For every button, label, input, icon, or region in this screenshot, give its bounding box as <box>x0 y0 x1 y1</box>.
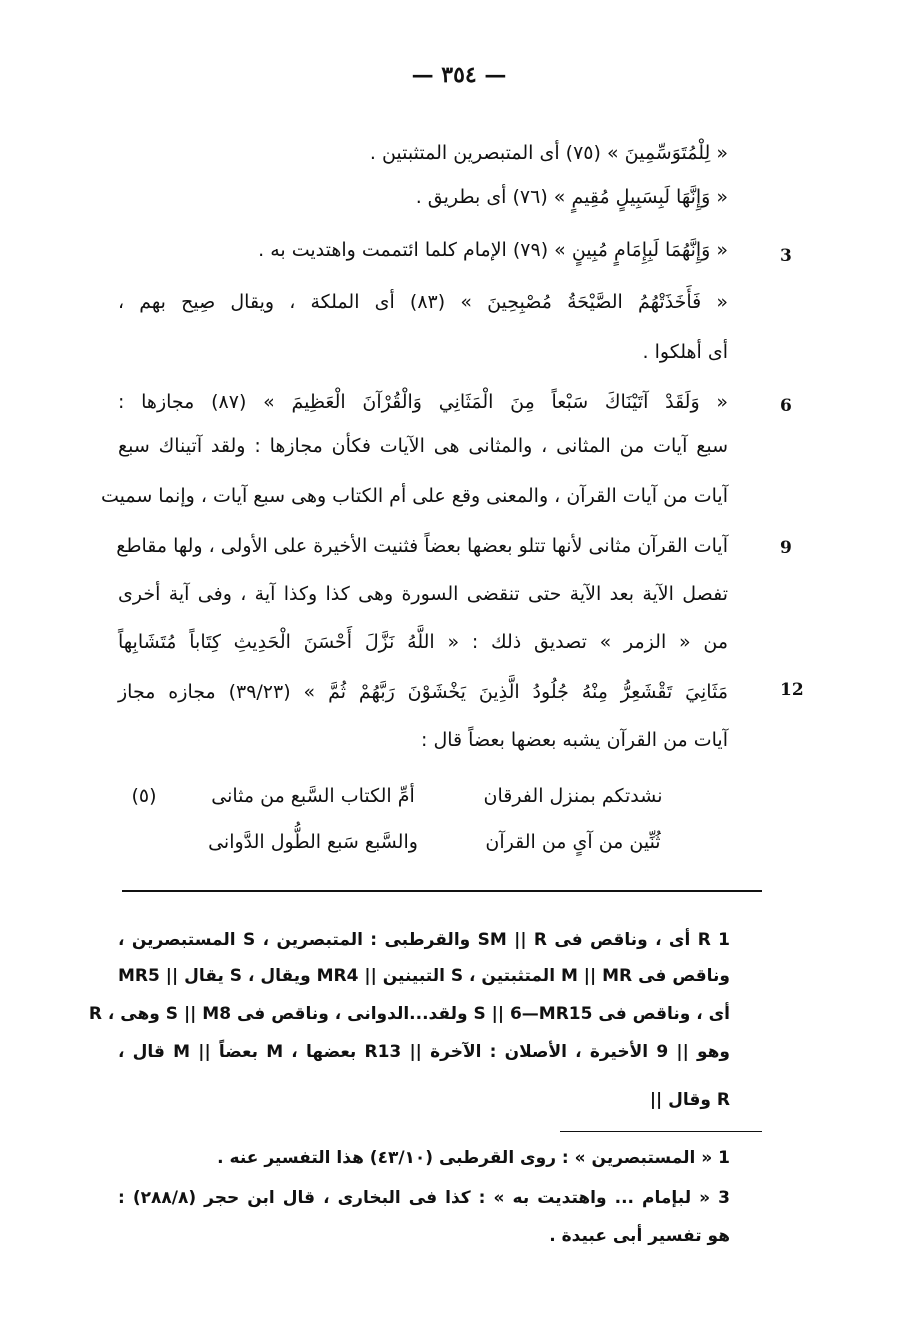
separator-rule <box>560 1131 762 1132</box>
line-number: 12 <box>780 680 804 700</box>
verse-hemistich: ثُنِّين من آىٍ من القرآن <box>485 831 661 853</box>
note-line: 1 « المستبصرين » : روى القرطبى (٤٣/١٠) هذا التفسير عنه . <box>217 1148 730 1168</box>
note-line: هو تفسير أبى عبيدة . <box>549 1226 730 1246</box>
text-line: آيات القرآن مثانى لأنها تتلو بعضها بعضاً فثنيت الأخيرة على الأولى ، ولها مقاطع <box>116 535 728 557</box>
text-line: تفصل الآية بعد الآية حتى تنقضى السورة وهى كذا وكذا آية ، وفى آية أخرى <box>118 583 728 605</box>
text-line: « وَإِنَّهُمَا لَبِإِمَامٍ مُبِينٍ » (٧٩) الإمام كلما ائتممت واهتديت به . <box>258 239 728 261</box>
text-line: أى أهلكوا . <box>642 341 728 363</box>
text-line: « وَإِنَّهَا لَبِسَبِيلٍ مُقِيمٍ » (٧٦) أى بطريق . <box>415 186 728 208</box>
apparatus-line: وهو || 9 الأخيرة ، الأصلان : الآخرة || R13 بعضها ، M بعضاً || M قال ، <box>118 1042 730 1062</box>
verse-hemistich: نشدتكم بمنزل الفرقان <box>483 785 663 807</box>
apparatus-line: 1 R أى ، وناقص فى SM || R والقرطبى : المتبصرين ، S المستبصرين ، <box>118 930 730 950</box>
page-number: — ٣٥٤ — <box>411 62 507 88</box>
verse-hemistich: والسَّبع سَبع الطُّول الدَّوانى <box>208 831 418 853</box>
text-line: مَثَانِيَ تَقْشَعِرُّ مِنْهُ جُلُودُ الَّذِينَ يَخْشَوْنَ رَبَّهُمْ ثُمَّ » (٣٩/٢٣) مجازه مجاز <box>118 681 728 703</box>
line-number: 6 <box>780 396 792 416</box>
text-line: سبع آيات من المثانى ، والمثانى هى الآيات فكأن مجازها : ولقد آتيناك سبع <box>118 435 728 457</box>
verse-number: (٥) <box>131 785 157 807</box>
note-line: 3 « لبإمام ... واهتديت به » : كذا فى البخارى ، قال ابن حجر (٢٨٨/٨) : <box>118 1188 730 1208</box>
apparatus-line: وناقص فى M || MR المتثبتين ، S التبينين || MR4 ويقال ، S يقال || MR5 <box>118 966 730 986</box>
text-line: « فَأَخَذَتْهُمُ الصَّيْحَةُ مُصْبِحِينَ » (٨٣) أى الملكة ، ويقال صِيح بهم ، <box>118 291 728 313</box>
text-line: آيات من آيات القرآن ، والمعنى وقع على أم الكتاب وهى سبع آيات ، وإنما سميت <box>100 485 728 507</box>
apparatus-line: R وقال || <box>649 1090 730 1110</box>
line-number: 9 <box>780 538 792 558</box>
apparatus-line: أى ، وناقص فى S || 6—MR15 ولقد...الدوانى ، وناقص فى S || M8 وهى ، R <box>88 1004 730 1024</box>
line-number: 3 <box>780 246 792 266</box>
verse-hemistich: أمِّ الكتاب السَّبع من مثانى <box>211 785 415 807</box>
text-line: « لِلْمُتَوَسِّمِينَ » (٧٥) أى المتبصرين المتثبتين . <box>369 142 728 164</box>
text-line: « وَلَقَدْ آتَيْنَاكَ سَبْعاً مِنَ الْمَثَانِي وَالْقُرْآنَ الْعَظِيمَ » (٨٧) مجازها : <box>118 391 729 413</box>
text-line: من « الزمر » تصديق ذلك : « اللَّهُ نَزَّلَ أَحْسَنَ الْحَدِيثِ كِتَاباً مُتَشَابِهاً <box>118 631 728 653</box>
separator-rule <box>122 890 762 892</box>
text-line: آيات من القرآن يشبه بعضها بعضاً قال : <box>421 729 728 751</box>
